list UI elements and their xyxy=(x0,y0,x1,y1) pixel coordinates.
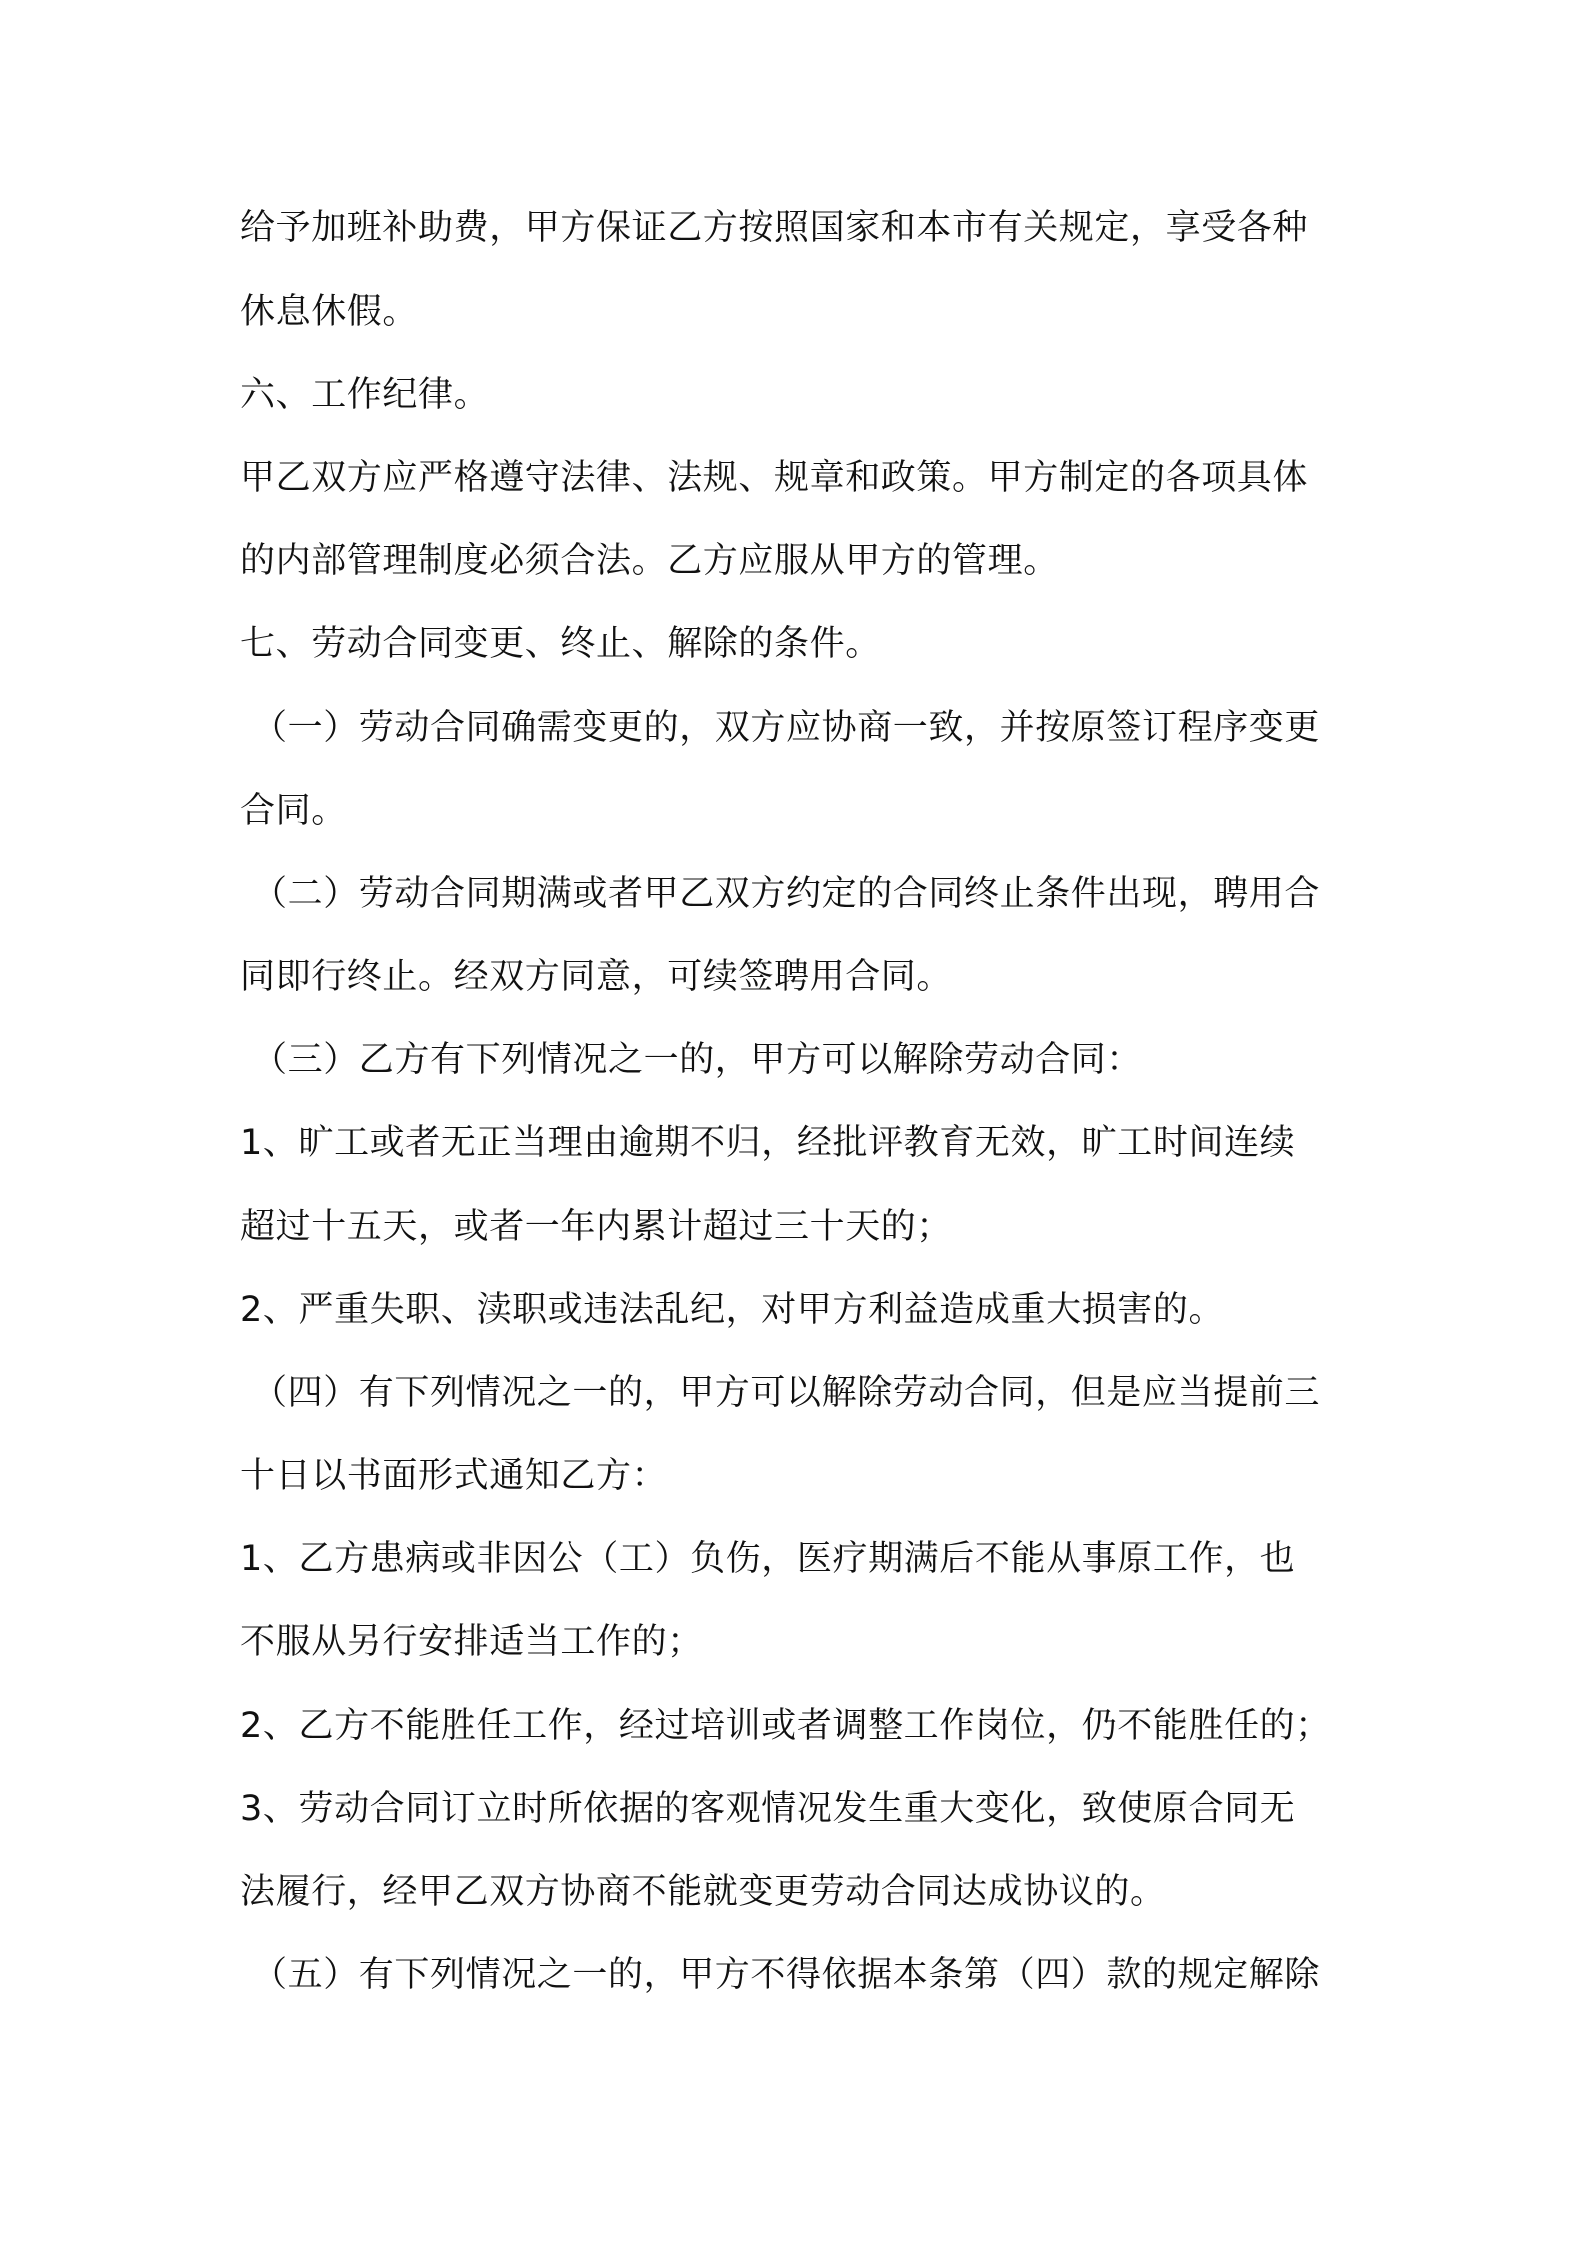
paragraph-line: 休息休假。 xyxy=(240,292,419,332)
paragraph-line: 合同。 xyxy=(240,791,347,831)
section-heading: 七、劳动合同变更、终止、解除的条件。 xyxy=(240,624,881,664)
clause-line: （三）乙方有下列情况之一的，甲方可以解除劳动合同： xyxy=(252,1040,1143,1080)
clause-line: （一）劳动合同确需变更的，双方应协商一致，并按原签订程序变更 xyxy=(252,708,1321,748)
list-item-line: 3、劳动合同订立时所依据的客观情况发生重大变化，致使原合同无 xyxy=(240,1789,1296,1829)
list-item-line: 2、严重失职、渎职或违法乱纪，对甲方利益造成重大损害的。 xyxy=(240,1290,1225,1330)
paragraph-line: 超过十五天，或者一年内累计超过三十天的； xyxy=(240,1207,953,1247)
paragraph-line: 不服从另行安排适当工作的； xyxy=(240,1622,703,1662)
clause-line: （四）有下列情况之一的，甲方可以解除劳动合同，但是应当提前三 xyxy=(252,1373,1321,1413)
paragraph-line: 同即行终止。经双方同意，可续签聘用合同。 xyxy=(240,957,953,997)
clause-line: （五）有下列情况之一的，甲方不得依据本条第（四）款的规定解除 xyxy=(252,1955,1321,1995)
paragraph-line: 法履行，经甲乙双方协商不能就变更劳动合同达成协议的。 xyxy=(240,1872,1166,1912)
list-item-line: 1、乙方患病或非因公（工）负伤，医疗期满后不能从事原工作，也 xyxy=(240,1539,1296,1579)
paragraph-line: 甲乙双方应严格遵守法律、法规、规章和政策。甲方制定的各项具体 xyxy=(240,458,1309,498)
paragraph-line: 给予加班补助费，甲方保证乙方按照国家和本市有关规定，享受各种 xyxy=(240,208,1309,248)
list-item-line: 2、乙方不能胜任工作，经过培训或者调整工作岗位，仍不能胜任的； xyxy=(240,1706,1331,1746)
list-item-line: 1、旷工或者无正当理由逾期不归，经批评教育无效，旷工时间连续 xyxy=(240,1123,1296,1163)
paragraph-line: 的内部管理制度必须合法。乙方应服从甲方的管理。 xyxy=(240,541,1059,581)
paragraph-line: 十日以书面形式通知乙方： xyxy=(240,1456,668,1496)
clause-line: （二）劳动合同期满或者甲乙双方约定的合同终止条件出现，聘用合 xyxy=(252,874,1321,914)
section-heading: 六、工作纪律。 xyxy=(240,375,490,415)
